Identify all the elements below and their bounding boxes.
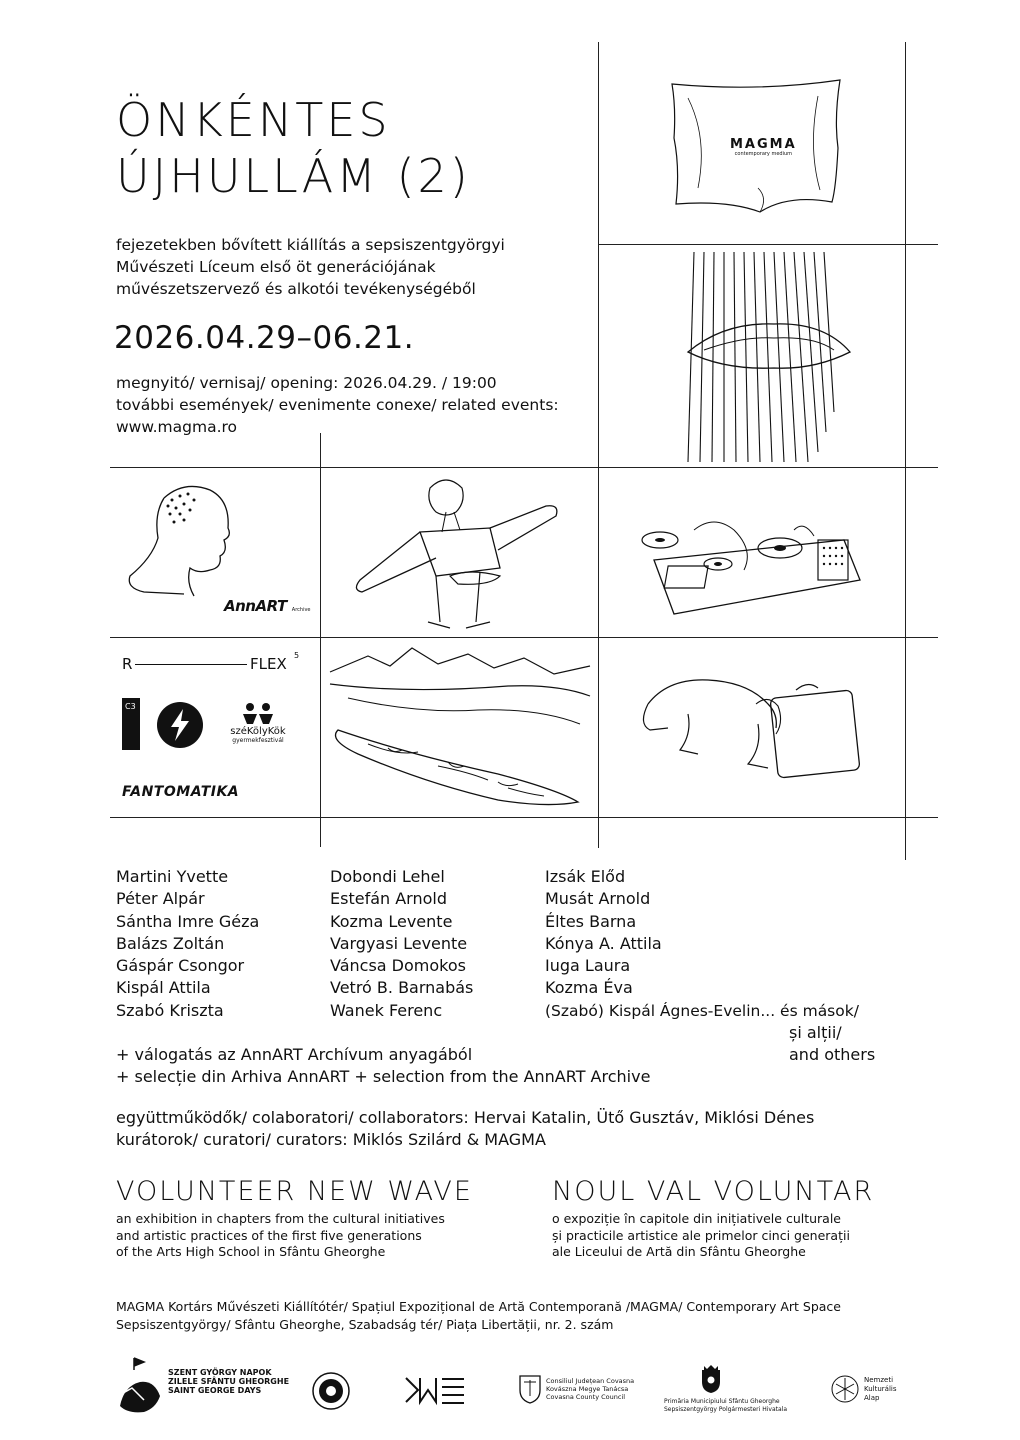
nka-logo-icon <box>830 1374 860 1404</box>
artist-name: Martini Yvette <box>116 867 229 886</box>
romanian-desc-line: o expoziție în capitole din inițiativele culturale <box>552 1211 841 1226</box>
artist-name: Kispál Attila <box>116 978 211 998</box>
striped-figure-illustration <box>684 252 854 462</box>
city-line: Primăria Municipiului Sfântu Gheorghe <box>664 1398 780 1405</box>
sgn-line: SAINT GEORGE DAYS <box>168 1386 262 1395</box>
artist-name: Vetró B. Barnabás <box>330 978 474 998</box>
reflex-logo-flex: FLEX <box>250 655 287 673</box>
reflex-logo <box>122 651 300 673</box>
szekely-museum-logo-icon <box>404 1374 466 1408</box>
nka-line: Nemzeti <box>864 1376 894 1384</box>
collaborators-line: együttműködők/ colaboratori/ collaborators: Hervai Katalin, Ütő Gusztáv, Miklósi Dénes <box>116 1108 815 1127</box>
grid-line-v1 <box>598 42 599 468</box>
landscape-illustration <box>328 644 592 810</box>
artist-name: Szabó Kriszta <box>116 1000 224 1020</box>
english-title: VOLUNTEER NEW WAVE <box>116 1176 473 1207</box>
english-desc <box>116 1211 473 1261</box>
artist-name: Balázs Zoltán <box>116 933 225 953</box>
page-title <box>116 92 471 204</box>
city-hall-crest-icon <box>700 1364 722 1394</box>
szekolykok-logo <box>218 702 298 744</box>
szekolykok-logo-subtext: gyermekfesztivál <box>232 737 284 744</box>
county-council-crest-icon <box>518 1374 542 1404</box>
annart-logo <box>224 596 311 615</box>
others-en: and others <box>789 1045 876 1064</box>
artist-name: Vargyasi Levente <box>330 933 468 953</box>
artist-name: Kozma Levente <box>330 911 453 931</box>
artist-name: Iuga Laura <box>545 956 631 976</box>
grid-line-h4 <box>110 817 938 818</box>
credits <box>116 1107 814 1152</box>
reflex-logo-sup: 5 <box>294 651 300 660</box>
english-desc-line: an exhibition in chapters from the cultural initiatives <box>116 1211 445 1226</box>
curators-line: kurátorok/ curatori/ curators: Miklós Szilárd & MAGMA <box>116 1130 546 1150</box>
szekolykok-figures-icon <box>240 702 276 724</box>
artist-name: Kónya A. Attila <box>545 933 662 953</box>
nka-line: Kulturális <box>864 1385 897 1393</box>
events-line: további események/ evenimente conexe/ related events: <box>116 396 559 414</box>
selection-line: + válogatás az AnnART Archívum anyagából <box>116 1045 473 1064</box>
grid-line-v2 <box>905 42 906 860</box>
city-hall-logo <box>664 1398 787 1414</box>
nka-line: Alap <box>864 1394 880 1402</box>
romanian-desc <box>552 1211 874 1261</box>
website-link[interactable]: www.magma.ro <box>116 418 238 436</box>
selection-line: + selecție din Arhiva AnnART + selection from the AnnART Archive <box>116 1067 651 1087</box>
subtitle-line: művészetszervező és alkotói tevékenységéből <box>116 280 476 298</box>
c3-logo <box>122 698 140 750</box>
county-line: Consiliul Județean Covasna <box>546 1377 635 1385</box>
artist-name: Gáspár Csongor <box>116 956 245 976</box>
romanian-title: NOUL VAL VOLUNTAR <box>552 1176 875 1207</box>
venue-info <box>116 1298 841 1334</box>
round-seal-logo-icon <box>312 1372 350 1410</box>
venue-line: MAGMA Kortárs Művészeti Kiállítótér/ Spațiul Expozițional de Artă Contemporană /MAGMA/ Contemporary Art Space <box>116 1299 841 1314</box>
artist-name: Váncsa Domokos <box>330 956 466 976</box>
lightning-logo-icon <box>156 701 204 749</box>
opening-line: megnyitó/ vernisaj/ opening: 2026.04.29. / 19:00 <box>116 374 497 392</box>
english-block <box>116 1176 473 1261</box>
reflex-logo-line <box>135 664 247 665</box>
artist-name: Musát Arnold <box>545 889 651 909</box>
artist-list-col2 <box>330 866 473 1022</box>
magma-logo <box>730 137 797 157</box>
date-range: 2026.04.29–06.21. <box>114 320 415 356</box>
artist-name: Kozma Éva <box>545 978 633 998</box>
artist-list-col3 <box>545 866 859 1022</box>
title-line-1: ÖNKÉNTES <box>116 93 391 147</box>
romanian-block <box>552 1176 874 1261</box>
county-line: Kovászna Megye Tanácsa <box>546 1385 629 1393</box>
county-line: Covasna County Council <box>546 1393 626 1401</box>
suitcase-figure-illustration <box>628 664 864 784</box>
county-council-logo <box>546 1377 634 1401</box>
english-desc-line: of the Arts High School in Sfântu Gheorghe <box>116 1244 386 1259</box>
romanian-desc-line: și practicile artistice ale primelor cinci generații <box>552 1227 850 1243</box>
title-line-2: ÚJHULLÁM (2) <box>116 149 471 203</box>
saint-george-days-logo <box>168 1368 289 1395</box>
szekolykok-logo-text: széKölyKök <box>230 726 286 737</box>
nka-logo <box>864 1376 897 1403</box>
artist-name: (Szabó) Kispál Ágnes-Evelin... és mások/ <box>545 1001 859 1020</box>
dj-setup-illustration <box>634 510 864 620</box>
venue-line: Sepsiszentgyörgy/ Sfântu Gheorghe, Szabadság tér/ Piața Libertății, nr. 2. szám <box>116 1317 614 1332</box>
artist-name: Péter Alpár <box>116 889 205 909</box>
others-ro: și alții/ <box>789 1023 842 1042</box>
artist-name: Wanek Ferenc <box>330 1000 443 1020</box>
sgn-line: SZENT GYÖRGY NAPOK <box>168 1368 272 1377</box>
grid-line-v4 <box>598 468 599 848</box>
c3-logo-text: C3 <box>125 702 136 711</box>
annart-logo-subtext: Archive <box>291 607 311 613</box>
fantomatika-logo: FANTOMATIKA <box>122 784 240 800</box>
artist-list-col1 <box>116 866 259 1022</box>
sgn-line: ZILELE SFÂNTU GHEORGHE <box>168 1377 290 1386</box>
subtitle-line: fejezetekben bővített kiállítás a sepsiszentgyörgyi <box>116 236 505 254</box>
artist-name: Izsák Előd <box>545 867 626 886</box>
grid-line-h2 <box>110 467 938 468</box>
magma-logo-subtext: contemporary medium <box>734 151 793 157</box>
grid-line-v3 <box>320 433 321 847</box>
head-profile-illustration <box>124 478 244 598</box>
artist-name: Dobondi Lehel <box>330 867 445 886</box>
cardboard-plane-illustration <box>350 472 570 634</box>
city-line: Sepsiszentgyörgy Polgármesteri Hivatala <box>664 1406 787 1413</box>
artist-name: Éltes Barna <box>545 911 637 931</box>
reflex-logo-r: R <box>122 655 133 673</box>
subtitle-line: Művészeti Líceum első öt generációjának <box>116 258 436 276</box>
saint-george-days-logo-icon <box>114 1356 164 1414</box>
artist-name: Estefán Arnold <box>330 889 447 909</box>
artist-name: Sántha Imre Géza <box>116 911 260 931</box>
annart-logo-text: AnnART <box>224 597 287 615</box>
grid-line-h3 <box>110 637 938 638</box>
romanian-desc-line: ale Liceului de Artă din Sfântu Gheorghe <box>552 1244 806 1259</box>
magma-logo-text: MAGMA <box>730 137 797 152</box>
subtitle <box>116 234 505 300</box>
selection-text <box>116 1044 650 1089</box>
event-info <box>116 372 559 438</box>
grid-line-h1 <box>598 244 938 245</box>
english-desc-line: and artistic practices of the first five generations <box>116 1227 422 1243</box>
